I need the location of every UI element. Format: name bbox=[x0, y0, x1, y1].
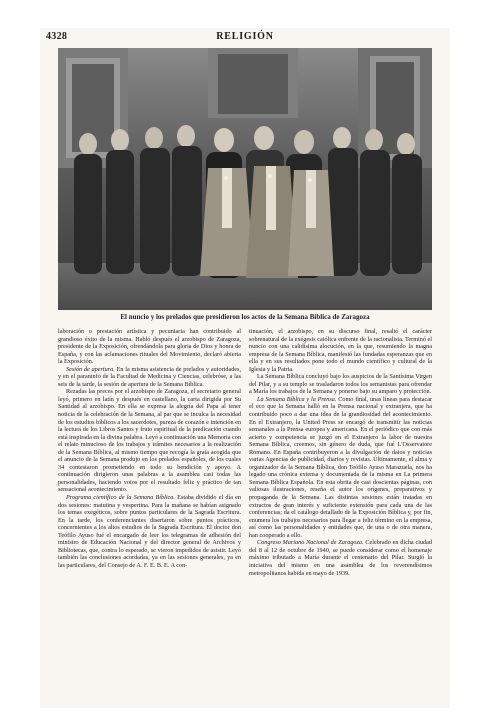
book-page bbox=[40, 28, 450, 708]
paragraph-text: Como final, unas líneas para destacar el eco que la Semana halló en la Prensa nacional y extranjera, que ha contribuido poco a dar una idea de la grandiosidad del acontecimiento. En el Extranjero, la United Press se encargó de transmitir las noticias semanales a la Prensa europea y americana. En el periódico que con más acierto y competencia se juzgó en el Extranjero la labor de nuestra Semana Bíblica, creemos, sin género de duda, que fué L'Osservatore Romano. En España contribuyeron a la divulgación de datos y noticias varias Agencias de publicidad, diarios y revistas. Últimamente, el alma y organizador de la Semana Bíblica, don Teófilo Ayuso Marazuela, nos ha legado una crónica extensa y documentada de la misma en La primera Semana Bíblica Española. En esta obrita de casi doscientas páginas, con valiosas ilustraciones, reseña el autor los orígenes, preparativos y propaganda de la Semana. Las distintas sesiones están tratadas en extractos de gran interés y suficiente extensión para cada una de las conferencias; da el catálogo detallado de la Exposición Bíblica y, por fin, enumera los trabajos necesarios para llegar a feliz término en la empresa, así como las personalidades y entidades que, de una o de otra manera, han cooperado a ello. bbox=[249, 395, 432, 539]
paragraph-text: tinuación, el arzobispo, en su discurso final, resaltó el carácter sobrenatural de la exégesis católica enfrente de la racionalista. Terminó el nuncio con una calidísima alocución, en la que, resumiendo la magna empresa de la Semana Bíblica, manifestó las fundadas esperanzas que en ella y en sus resultados pone todo el mundo científico y cultural de la Iglesia y la Patria. bbox=[249, 328, 432, 373]
section-heading: Sesión de apertura. bbox=[66, 365, 115, 373]
paragraph bbox=[249, 396, 432, 539]
paragraph bbox=[58, 494, 241, 569]
section-heading: La Semana Bíblica y la Prensa. bbox=[257, 395, 337, 403]
article-body bbox=[58, 328, 432, 708]
paragraph-text: En la misma asistencia de prelados y autoridades, y en el paraninfo de la Facultad de Medicina y Ciencias, celebróse, a las seis de la tarde, la sesión de apertura de la Semana Bíblica. bbox=[58, 365, 241, 388]
paragraph-text: La Semana Bíblica concluyó bajo los auspicios de la Santísima Virgen del Pilar, y a su templo se trasladaron todos los semanistas para ofrendar a María los trabajos de la Semana y ponerse bajo su amparo y protección. bbox=[249, 373, 432, 396]
paragraph-text: Rezadas las preces por el arzobispo de Zaragoza, el secretario general leyó, primero en latín y después en castellano, la carta dirigida por Su Santidad al arzobispo. En ella se expresa la alegría del Papa al tener noticia de la celebración de la Semana, al par que se inculca la necesidad de los estudios bíblicos a los sacerdotes, pureza de corazón e intención en la lectura de los Libros Santos y fruto espiritual de la predicación cuando está inspirada en la divina palabra. Leyó a continuación una Memoria con el relato minucioso de los trabajos y trámites necesarios a la realización de la Semana Bíblica, al mismo tiempo que recogía la grata acogida que el anuncio de la Semana produjo en los prelados españoles, de los cuales 34 contestaron prometiendo en todo su bendición y apoyo. A continuación dirigieron unas palabras a la asamblea casi todas las personalidades, haciendo votos por el resultado feliz y práctico de tan sensacional acontecimiento. bbox=[58, 388, 241, 494]
paragraph bbox=[249, 373, 432, 396]
paragraph bbox=[249, 328, 432, 373]
page-header bbox=[40, 28, 450, 44]
group-photograph bbox=[58, 48, 432, 310]
left-column bbox=[58, 328, 241, 708]
page-number: 4328 bbox=[46, 31, 68, 42]
paragraph bbox=[58, 388, 241, 494]
paragraph-text: laboración o prestación artística y pecuniaria han contribuido al grandioso éxito de la misma. Habló después el arzobispo de Zaragoza, presidente de la Exposición, ofrendándola para gloria de Dios y honra de España, y con las aclamaciones rituales del Movimiento, declaró abierta la Exposición. bbox=[58, 328, 241, 366]
paragraph bbox=[249, 539, 432, 577]
running-title: RELIGIÓN bbox=[216, 31, 274, 42]
section-heading: Congreso Mariano Nacional de Zaragoza. bbox=[257, 539, 364, 547]
paragraph bbox=[58, 366, 241, 389]
paragraph bbox=[58, 328, 241, 366]
photo-caption: El nuncio y los prelados que presidieron los actos de la Semana Bíblica de Zaragoza bbox=[120, 313, 370, 321]
right-column bbox=[249, 328, 432, 708]
paragraph-text: Estaba dividido el día en dos sesiones: matutina y vespertina. Para la mañana se habían asignado los temas exegéticos, sobre puntos particulares de la Sagrada Escritura. En la tarde, los conferenciantes disertaron sobre puntos prácticos, concernientes a los altos estudios de la Sagrada Escritura. El doctor don Teófilo Ayuso fué el encargado de leer los telegramas de adhesión del ministro de Educación Nacional y del director general de Archivos y Bibliotecas, que, contra lo esperado, se vieron impedidos de asistir. Leyó también las conclusiones acordadas, ya en las sesiones generales, ya en las particulares, del Consejo de A. F. E. B. E. A con- bbox=[58, 494, 241, 569]
photograph-illustration bbox=[58, 48, 432, 310]
section-heading: Programa científico de la Semana Bíblica. bbox=[66, 494, 175, 502]
paragraph-text: Celebrado en dicha ciudad del 8 al 12 de octubre de 1940, se puede considerar como el homenaje máximo tributado a María durante el centenario del Pilar. Surgió la iniciativa del mismo en una asamblea de los reverendísimos metropolitanos habida en mayo de 1939. bbox=[249, 539, 432, 577]
